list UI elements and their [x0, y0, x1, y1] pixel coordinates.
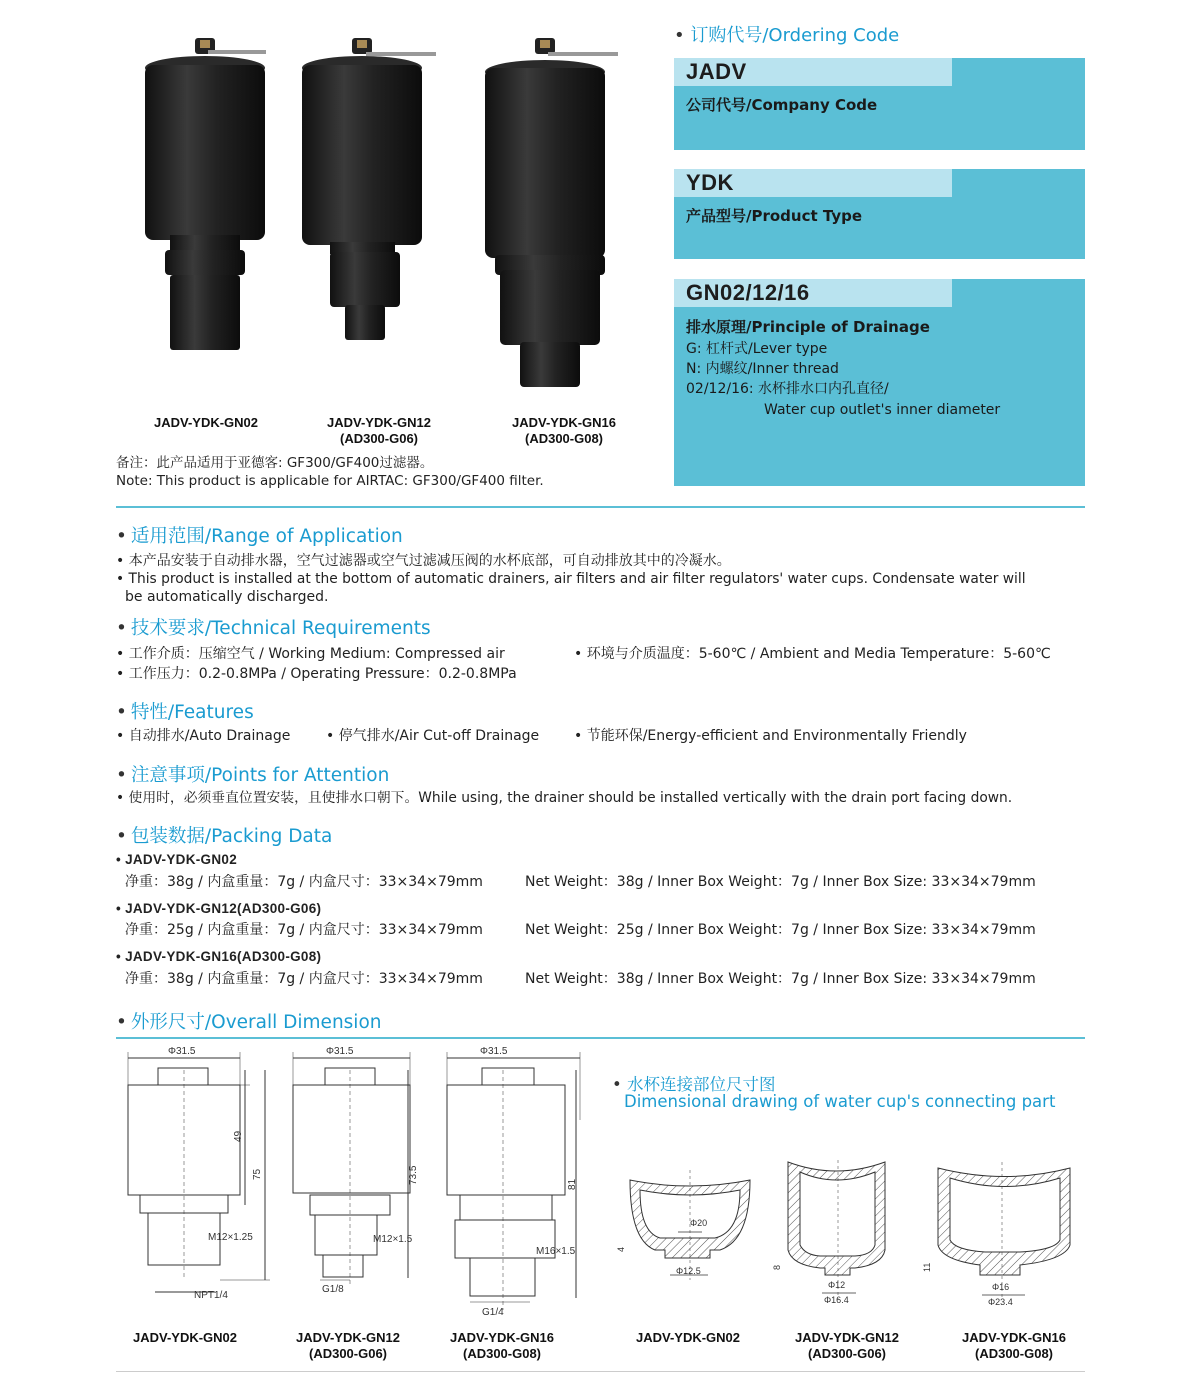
dim-bottom-gn12: G1/8	[322, 1284, 344, 1295]
code-jadv: JADV	[674, 58, 952, 86]
cup-drawing-gn16	[938, 1162, 1070, 1300]
packing-en-gn12: Net Weight：25g / Inner Box Weight：7g / Inner Box Size: 33×34×79mm	[525, 922, 1036, 938]
cup-h-gn02: 4	[616, 1246, 626, 1252]
packing-cn-gn16: 净重：38g / 内盒重量：7g / 内盒尺寸：33×34×79mm	[125, 971, 483, 987]
packing-en-gn16: Net Weight：38g / Inner Box Weight：7g / Inner Box Size: 33×34×79mm	[525, 971, 1036, 987]
product-caption-gn16: JADV-YDK-GN16 (AD300-G08)	[511, 415, 617, 446]
code-box-company	[674, 58, 1085, 150]
dim-h2-gn02: 75	[252, 1168, 263, 1180]
note-en: Note: This product is applicable for AIRTAC: GF300/GF400 filter.	[116, 473, 544, 489]
dimension-drawing-gn16	[447, 1052, 580, 1310]
cup-outer-gn16: Φ23.4	[988, 1297, 1013, 1307]
product-caption-gn12: JADV-YDK-GN12 (AD300-G06)	[326, 415, 432, 446]
product-image-gn12	[302, 38, 436, 340]
dim-bottom-gn16: G1/4	[482, 1307, 504, 1318]
section-title-features: • 特性/Features	[116, 702, 254, 723]
packing-cn-gn12: 净重：25g / 内盒重量：7g / 内盒尺寸：33×34×79mm	[125, 922, 483, 938]
dim-phi-gn02: Φ31.5	[168, 1046, 196, 1057]
feature-auto: • 自动排水/Auto Drainage	[116, 728, 291, 744]
code-label-drainage: 排水原理/Principle of Drainage	[686, 318, 930, 336]
section-title-technical: • 技术要求/Technical Requirements	[116, 618, 431, 639]
cup-h-gn12: 8	[772, 1264, 782, 1270]
dim-h1-gn12: 73.5	[408, 1165, 419, 1185]
cup-inner-gn02: Φ20	[690, 1218, 708, 1228]
product-caption-gn02: JADV-YDK-GN02	[153, 415, 259, 430]
code-box-drainage	[674, 279, 1085, 486]
section-title-packing: • 包装数据/Packing Data	[116, 826, 333, 847]
cup-outer-gn12: Φ16.4	[824, 1295, 849, 1305]
code-box-product	[674, 169, 1085, 259]
drainage-line-dia-en: Water cup outlet's inner diameter	[764, 402, 1001, 418]
code-label-product: 产品型号/Product Type	[686, 207, 863, 225]
dim-caption-gn16: JADV-YDK-GN16 (AD300-G08)	[449, 1330, 555, 1361]
cup-title-cn: • 水杯连接部位尺寸图	[612, 1075, 776, 1094]
dim-phi-gn16: Φ31.5	[480, 1046, 508, 1057]
range-item-en-cont: be automatically discharged.	[125, 589, 329, 605]
drainage-line-g: G: 杠杆式/Lever type	[686, 341, 828, 357]
cup-drawing-gn12	[788, 1160, 885, 1300]
bottom-divider	[116, 1371, 1085, 1372]
divider	[116, 506, 1085, 508]
dim-thread-gn16: M16×1.5	[536, 1246, 576, 1257]
packing-name-gn16: • JADV-YDK-GN16(AD300-G08)	[116, 949, 322, 964]
dimension-drawing-gn12	[293, 1052, 410, 1285]
ordering-title: • 订购代号/Ordering Code	[674, 25, 900, 46]
product-image-gn02	[145, 38, 266, 350]
dim-phi-gn12: Φ31.5	[326, 1046, 354, 1057]
tech-temperature: • 环境与介质温度：5-60℃ / Ambient and Media Temperature：5-60℃	[574, 646, 1051, 662]
dim-h1-gn16: 81	[567, 1178, 578, 1190]
dim-h1-gn02: 49	[233, 1130, 244, 1142]
dim-bottom-gn02: NPT1/4	[194, 1290, 228, 1301]
cup-inner-gn12: Φ12	[828, 1280, 846, 1290]
tech-medium: • 工作介质：压缩空气 / Working Medium: Compressed air	[116, 646, 505, 662]
dimension-drawings	[110, 1040, 600, 1325]
tech-pressure: • 工作压力：0.2-0.8MPa / Operating Pressure：0.2-0.8MPa	[116, 666, 517, 682]
cup-inner-gn16: Φ16	[992, 1282, 1010, 1292]
cup-outer-gn02: Φ12.5	[676, 1266, 701, 1276]
packing-name-gn02: • JADV-YDK-GN02	[116, 852, 238, 867]
feature-cutoff: • 停气排水/Air Cut-off Drainage	[326, 728, 540, 744]
cup-caption-gn02: JADV-YDK-GN02	[635, 1330, 741, 1345]
dim-caption-gn02: JADV-YDK-GN02	[132, 1330, 238, 1345]
product-image-gn16	[485, 38, 618, 387]
note-cn: 备注：此产品适用于亚德客: GF300/GF400过滤器。	[116, 455, 434, 471]
section-title-attention: • 注意事项/Points for Attention	[116, 765, 390, 786]
dimension-drawing-gn02	[128, 1052, 270, 1292]
range-item-cn: • 本产品安装于自动排水器，空气过滤器或空气过滤减压阀的水杯底部，可自动排放其中的冷凝水。	[116, 553, 731, 569]
cup-caption-gn12: JADV-YDK-GN12 (AD300-G06)	[794, 1330, 900, 1361]
attention-text: • 使用时，必须垂直位置安装，且使排水口朝下。While using, the drainer should be installed vertically with the drain port facing down.	[116, 790, 1013, 806]
cup-title-en: Dimensional drawing of water cup's connecting part	[624, 1092, 1056, 1111]
packing-cn-gn02: 净重：38g / 内盒重量：7g / 内盒尺寸：33×34×79mm	[125, 874, 483, 890]
packing-en-gn02: Net Weight：38g / Inner Box Weight：7g / Inner Box Size: 33×34×79mm	[525, 874, 1036, 890]
product-photos	[130, 30, 650, 410]
dim-thread-gn02: M12×1.25	[208, 1232, 253, 1243]
range-item-en: • This product is installed at the bottom of automatic drainers, air filters and air filter regulators' water cups. Condensate water will	[116, 571, 1026, 587]
dim-caption-gn12: JADV-YDK-GN12 (AD300-G06)	[295, 1330, 401, 1361]
cup-caption-gn16: JADV-YDK-GN16 (AD300-G08)	[961, 1330, 1067, 1361]
divider-dimension	[116, 1037, 1085, 1039]
section-title-range: • 适用范围/Range of Application	[116, 526, 403, 547]
drainage-line-n: N: 内螺纹/Inner thread	[686, 361, 839, 377]
code-ydk: YDK	[674, 169, 952, 197]
code-gn: GN02/12/16	[674, 279, 952, 307]
drainage-line-dia: 02/12/16: 水杯排水口内孔直径/	[686, 381, 889, 397]
code-label-company: 公司代号/Company Code	[686, 96, 878, 114]
packing-name-gn12: • JADV-YDK-GN12(AD300-G06)	[116, 901, 322, 916]
dim-thread-gn12: M12×1.5	[373, 1234, 413, 1245]
feature-energy: • 节能环保/Energy-efficient and Environmentally Friendly	[574, 728, 967, 744]
section-title-dimension: • 外形尺寸/Overall Dimension	[116, 1012, 382, 1033]
cup-drawings	[610, 1150, 1090, 1320]
cup-h-gn16: 11	[922, 1262, 932, 1272]
